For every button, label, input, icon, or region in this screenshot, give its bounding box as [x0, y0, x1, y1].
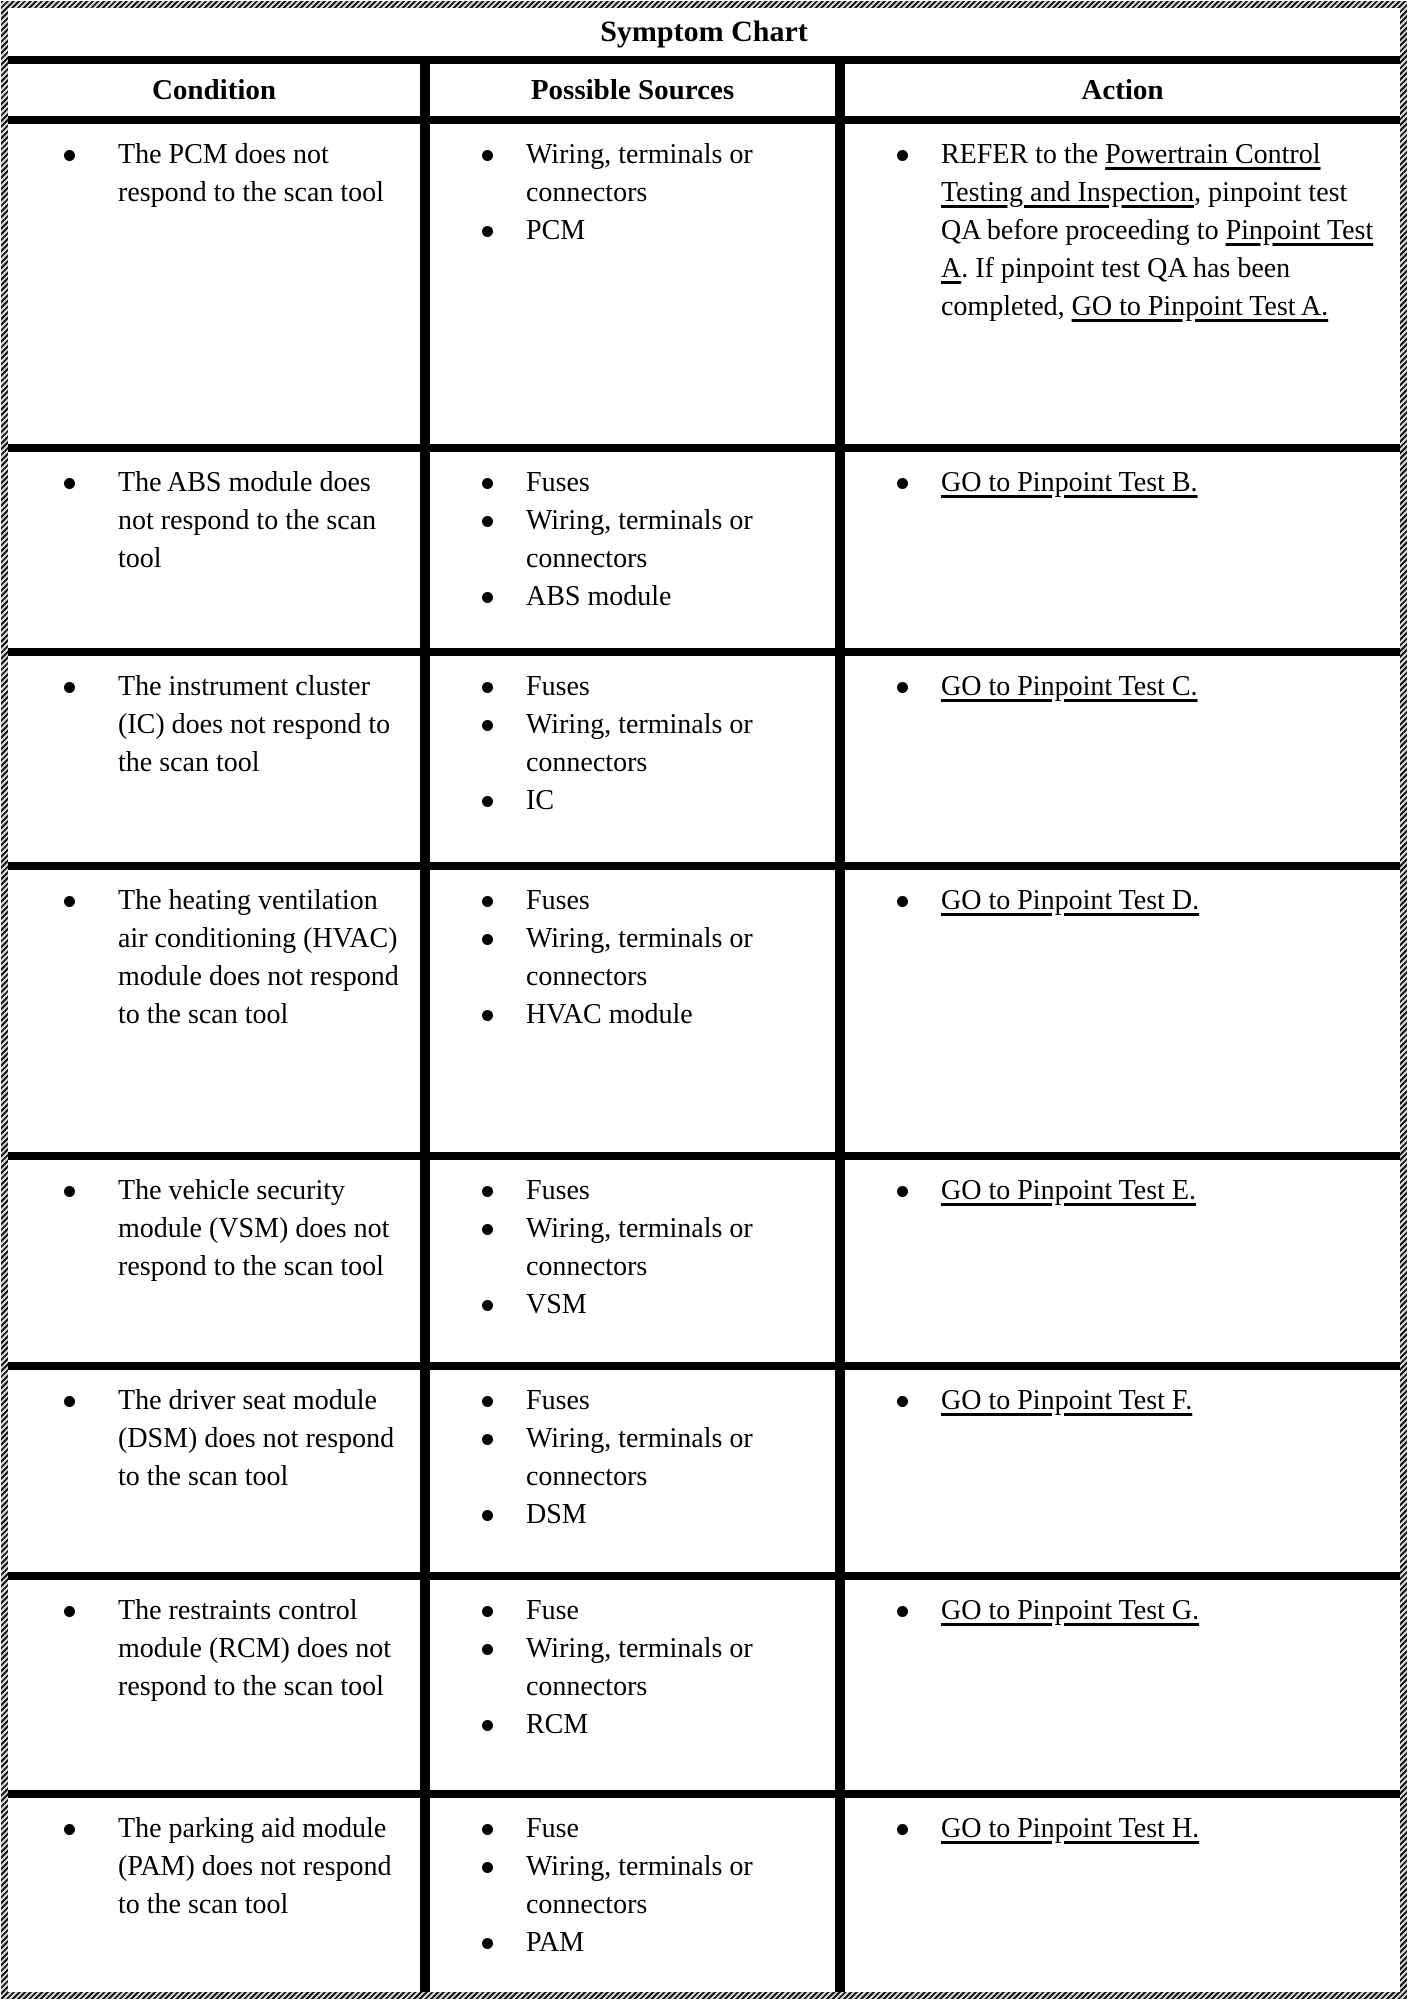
source-item: Wiring, terminals or connectors — [430, 1848, 823, 1924]
pinpoint-test-link[interactable]: GO to Pinpoint Test F. — [941, 1385, 1193, 1416]
condition-cell — [8, 656, 420, 862]
source-item: Wiring, terminals or connectors — [430, 1210, 823, 1286]
column-header-action: Action — [835, 64, 1400, 116]
source-item: Fuses — [430, 668, 823, 706]
sources-cell — [420, 870, 835, 1152]
table-body — [8, 116, 1400, 1992]
table-header-row — [8, 56, 1400, 116]
pinpoint-test-link[interactable]: GO to Pinpoint Test H. — [941, 1813, 1200, 1844]
pinpoint-test-link[interactable]: GO to Pinpoint Test D. — [941, 885, 1200, 916]
pinpoint-test-link[interactable]: GO to Pinpoint Test G. — [941, 1595, 1200, 1626]
condition-item: The PCM does not respond to the scan tool — [8, 136, 408, 212]
action-cell — [835, 656, 1400, 862]
condition-item: The vehicle security module (VSM) does not respond to the scan tool — [8, 1172, 408, 1286]
condition-cell — [8, 124, 420, 444]
source-item: Fuse — [430, 1592, 823, 1630]
action-text: , pinpoint test QA before proceeding to — [941, 177, 1348, 246]
column-header-condition: Condition — [151, 74, 277, 106]
source-item: Wiring, terminals or connectors — [430, 502, 823, 578]
source-item: HVAC module — [430, 996, 823, 1034]
source-item: Fuses — [430, 1382, 823, 1420]
pinpoint-test-link[interactable]: GO to Pinpoint Test A. — [1071, 291, 1329, 322]
action-text: REFER to the — [941, 139, 1106, 170]
source-item: Wiring, terminals or connectors — [430, 1630, 823, 1706]
source-item: VSM — [430, 1286, 823, 1324]
condition-cell — [8, 870, 420, 1152]
source-item: IC — [430, 782, 823, 820]
source-item: ABS module — [430, 578, 823, 616]
source-item: Fuse — [430, 1810, 823, 1848]
source-item: DSM — [430, 1496, 823, 1534]
sources-cell — [420, 1798, 835, 1992]
action-cell — [835, 1580, 1400, 1790]
source-item: Fuses — [430, 464, 823, 502]
source-item: PCM — [430, 212, 823, 250]
condition-item: The restraints control module (RCM) does not respond to the scan tool — [8, 1592, 408, 1706]
condition-cell — [8, 1580, 420, 1790]
table-row — [8, 1362, 1400, 1572]
action-cell — [835, 1160, 1400, 1362]
action-cell — [835, 870, 1400, 1152]
condition-cell — [8, 1370, 420, 1572]
sources-cell — [420, 452, 835, 648]
source-item: Wiring, terminals or connectors — [430, 136, 823, 212]
pinpoint-test-link[interactable]: GO to Pinpoint Test E. — [941, 1175, 1196, 1206]
condition-item: The heating ventilation air conditioning (HVAC) module does not respond to the scan tool — [8, 882, 408, 1034]
source-item: PAM — [430, 1924, 823, 1962]
action-item — [845, 1810, 1380, 1848]
condition-cell — [8, 1160, 420, 1362]
condition-item: The instrument cluster (IC) does not respond to the scan tool — [8, 668, 408, 782]
table-row — [8, 862, 1400, 1152]
condition-item: The driver seat module (DSM) does not respond to the scan tool — [8, 1382, 408, 1496]
pinpoint-test-link[interactable]: Powertrain Control Testing and Inspection — [941, 139, 1321, 208]
table-row — [8, 1790, 1400, 1992]
condition-cell — [8, 1798, 420, 1992]
sources-cell — [420, 656, 835, 862]
table-row — [8, 648, 1400, 862]
action-cell — [835, 452, 1400, 648]
table-row — [8, 116, 1400, 444]
action-item — [845, 1172, 1380, 1210]
action-item — [845, 1382, 1380, 1420]
action-cell — [835, 1798, 1400, 1992]
table-row — [8, 1152, 1400, 1362]
condition-item: The parking aid module (PAM) does not respond to the scan tool — [8, 1810, 408, 1924]
source-item: Fuses — [430, 1172, 823, 1210]
action-text: . If pinpoint test QA has been completed, — [941, 253, 1291, 322]
column-header-possible-sources: Possible Sources — [420, 64, 835, 116]
source-item: Wiring, terminals or connectors — [430, 920, 823, 996]
pinpoint-test-link[interactable]: GO to Pinpoint Test C. — [941, 671, 1198, 702]
action-cell — [835, 1370, 1400, 1572]
action-item — [845, 136, 1380, 326]
sources-cell — [420, 124, 835, 444]
pinpoint-test-link[interactable]: Pinpoint Test A — [941, 215, 1374, 284]
condition-cell — [8, 452, 420, 648]
action-cell — [835, 124, 1400, 444]
table-title: Symptom Chart — [600, 15, 808, 48]
table-row — [8, 444, 1400, 648]
action-item — [845, 1592, 1380, 1630]
pinpoint-test-link[interactable]: GO to Pinpoint Test B. — [941, 467, 1198, 498]
symptom-chart-table — [1, 1, 1407, 1999]
condition-item: The ABS module does not respond to the scan tool — [8, 464, 408, 578]
sources-cell — [420, 1580, 835, 1790]
action-item — [845, 464, 1380, 502]
source-item: Wiring, terminals or connectors — [430, 1420, 823, 1496]
source-item: RCM — [430, 1706, 823, 1744]
sources-cell — [420, 1160, 835, 1362]
source-item: Wiring, terminals or connectors — [430, 706, 823, 782]
table-row — [8, 1572, 1400, 1790]
sources-cell — [420, 1370, 835, 1572]
action-item — [845, 882, 1380, 920]
action-item — [845, 668, 1380, 706]
source-item: Fuses — [430, 882, 823, 920]
